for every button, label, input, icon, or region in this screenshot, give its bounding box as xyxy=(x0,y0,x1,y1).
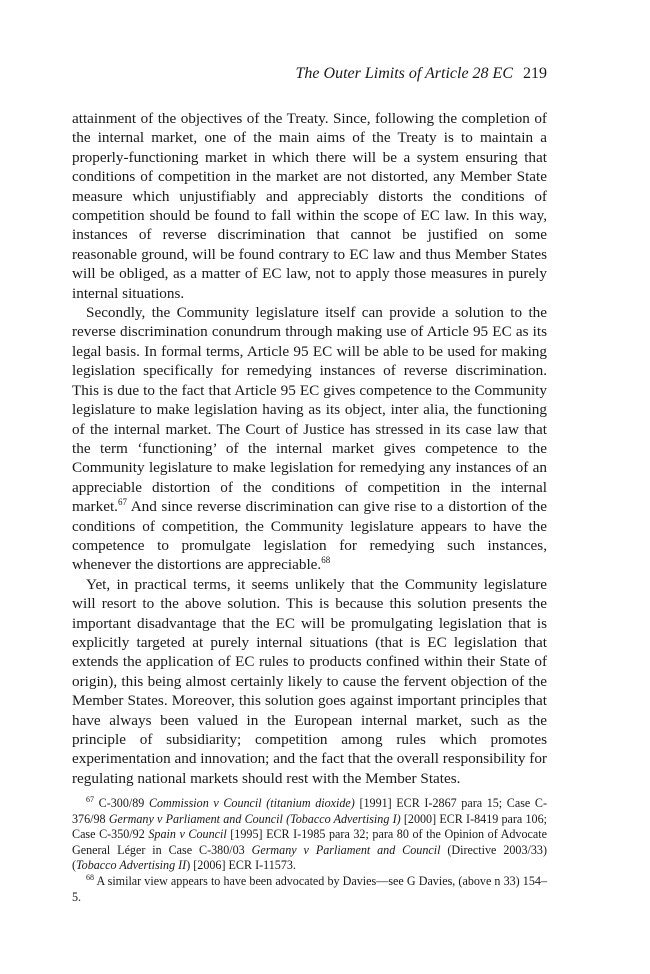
running-header xyxy=(72,64,547,84)
footnote-67-text: [1991] ECR I-2867 para 15; Case C-376/98 xyxy=(72,796,547,826)
paragraph-2-part-2: And since reverse discrimination can give rise to a distortion of the conditions of competition, the Community legislature appears to have the competence to promulgate legislation for remedying such instances, whenever the distortions are appreciable. xyxy=(72,498,547,574)
footnote-67-text: [1995] ECR I-1985 para 32; para 80 of the Opinion of Advocate General Léger in Case C-380/03 xyxy=(72,827,547,857)
footnote-ref-68[interactable]: 68 xyxy=(321,555,331,566)
main-text xyxy=(72,109,547,788)
footnote-marker-67: 67 xyxy=(86,794,94,804)
paragraph-2-part-1: Secondly, the Community legislature itself can provide a solution to the reverse discrimination conundrum through making use of Article 95 EC as its legal basis. In formal terms, Article 95 EC will be able to be used for making legislation specifically for remedying instances of reverse discrimination. This is due to the fact that Article 95 EC gives competence to the Community legislature to make legislation having as its object, inter alia, the functioning of the internal market. The Court of Justice has stressed in its case law that the term ‘functioning’ of the internal market gives competence to the Community legislature to make legislation for remedying any instances of an appreciable distortion of the conditions of competition in the internal market. xyxy=(72,304,547,516)
footnote-67-text: C-300/89 xyxy=(98,796,149,810)
footnote-marker-68: 68 xyxy=(86,872,94,882)
case-name: Commission v Council (titanium dioxide) xyxy=(148,796,355,810)
footnote-ref-67[interactable]: 67 xyxy=(117,497,127,508)
paragraph-3: Yet, in practical terms, it seems unlikely that the Community legislature will resort to the above solution. This is because this solution presents the important disadvantage that the EC will be promulgating legislation that is explicitly targeted at purely internal situations (that is EC legislation that extends the application of EC rules to products confined within their State of origin), this being almost certainly likely to cause the fervent objection of the Member States. Moreover, this solution goes against important principles that have always been valued in the European internal market, such as the principle of subsidiarity; competition among rules which promotes experimentation and innovation; and the fact that the overall responsibility for regulating national markets should rest with the Member States. xyxy=(72,575,547,787)
footnote-67 xyxy=(72,796,547,874)
case-name: Tobacco Advertising II xyxy=(76,858,187,873)
footnote-68 xyxy=(72,874,547,905)
footnote-67-text: ) [2006] ECR I-11573. xyxy=(186,858,296,873)
footnote-67-text: (Directive 2003/33) ( xyxy=(72,842,547,873)
running-title: The Outer Limits of Article 28 EC xyxy=(295,65,513,82)
footnote-67-text: [2000] ECR I-8419 para 106; Case C-350/92 xyxy=(72,811,548,842)
case-name: Germany v Parliament and Council xyxy=(251,842,441,857)
footnotes xyxy=(72,796,547,905)
case-name: Germany v Parliament and Council (Tobacco Advertising I) xyxy=(108,811,401,826)
footnote-68-text: A similar view appears to have been advocated by Davies—see G Davies, (above n 33) 154–5. xyxy=(72,873,547,904)
paragraph-2 xyxy=(72,303,547,575)
page-number: 219 xyxy=(523,65,547,82)
case-name: Spain v Council xyxy=(148,827,227,842)
paragraph-1: attainment of the objectives of the Treaty. Since, following the completion of the internal market, one of the main aims of the Treaty is to maintain a properly-functioning market in which there will be a system ensuring that conditions of competition in the market are not distorted, any Member State measure which unjustifiably and appreciably distorts the conditions of competition should be found to fall within the scope of EC law. In this way, instances of reverse discrimination that cannot be justified on some reasonable ground, will be found contrary to EC law and thus Member States will be obliged, as a matter of EC law, not to apply those measures in purely internal situations. xyxy=(72,110,547,302)
